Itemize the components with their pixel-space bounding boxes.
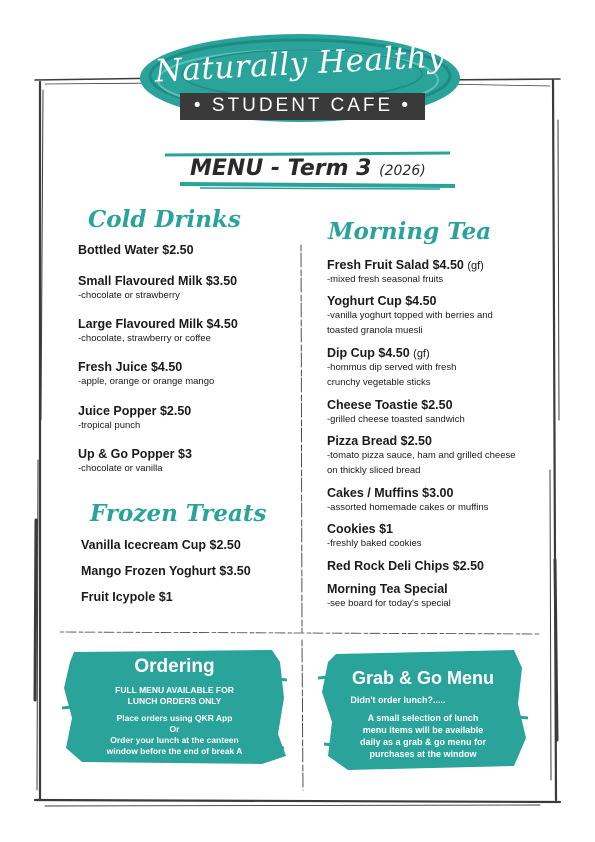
menu-item [78,404,191,433]
item-name: Yoghurt Cup $4.50 [327,294,437,308]
item-name [327,346,456,360]
menu-item [327,522,422,551]
menu-item [327,398,465,427]
menu-item [81,538,241,552]
item-name: Large Flavoured Milk $4.50 [78,317,238,331]
item-name: Morning Tea Special [327,582,448,596]
item-desc: -vanilla yoghurt topped with berries and [327,310,493,321]
grab-go-title: Grab & Go Menu [351,668,494,688]
menu-item [78,243,194,257]
item-name: Bottled Water $2.50 [78,243,194,257]
menu-item [327,258,484,287]
menu-item [78,274,237,303]
grab-go-line: Didn't order lunch?..... [350,695,446,705]
item-name-text: Dip Cup $4.50 [327,346,410,360]
item-name: Cakes / Muffins $3.00 [327,486,454,500]
grab-go-line: menu items will be available [362,725,484,735]
menu-item [78,360,214,389]
logo-subtitle: • STUDENT CAFE • [193,95,412,116]
item-name: Red Rock Deli Chips $2.50 [327,559,485,573]
item-name: Cheese Toastie $2.50 [327,398,453,412]
gluten-free-tag: (gf) [413,348,430,360]
item-desc: -assorted homemade cakes or muffins [327,502,489,513]
item-desc: -chocolate or strawberry [78,290,180,301]
gluten-free-tag: (gf) [467,260,484,272]
item-name [327,258,484,272]
item-desc: -apple, orange or orange mango [78,376,215,387]
ordering-line: LUNCH ORDERS ONLY [127,696,222,706]
item-desc: -chocolate or vanilla [78,463,163,474]
item-name: Pizza Bread $2.50 [327,434,432,448]
item-name: Up & Go Popper $3 [78,447,192,461]
item-desc: -grilled cheese toasted sandwich [327,414,465,425]
menu-title [190,156,450,181]
morning-tea-heading: Morning Tea [328,218,492,245]
item-desc: toasted granola muesli [327,325,423,336]
item-name: Vanilla Icecream Cup $2.50 [81,538,241,552]
item-desc: -tomato pizza sauce, ham and grilled cheese [327,450,516,461]
grab-go-line: purchases at the window [369,749,477,759]
item-desc: crunchy vegetable sticks [327,377,431,388]
item-desc: -mixed fresh seasonal fruits [327,274,444,285]
item-name: Juice Popper $2.50 [78,404,192,418]
menu-item [78,447,192,476]
item-desc: -tropical punch [78,420,141,431]
item-desc: -chocolate, strawberry or coffee [78,333,211,344]
frozen-treats-heading: Frozen Treats [90,500,267,527]
item-name: Mango Frozen Yoghurt $3.50 [81,564,251,578]
menu-item [81,590,173,604]
menu-item [327,486,488,515]
menu-item [78,317,238,346]
grab-go-line: A small selection of lunch [367,713,479,723]
ordering-line: Place orders using QKR App [116,713,233,723]
item-name: Fruit Icypole $1 [81,590,173,604]
menu-item [327,434,516,478]
cold-drinks-heading: Cold Drinks [88,206,241,233]
ordering-line: FULL MENU AVAILABLE FOR [115,685,234,695]
ordering-title: Ordering [134,656,215,677]
menu-item [327,582,451,611]
item-desc: -see board for today's special [327,598,451,609]
menu-item [327,559,484,573]
item-desc: -freshly baked cookies [327,538,422,549]
ordering-line: window before the end of break A [106,746,243,756]
logo-title: Naturally Healthy [153,38,447,90]
ordering-line: Or [169,724,180,734]
menu-item [327,346,456,390]
item-name: Small Flavoured Milk $3.50 [78,274,238,288]
item-name: Fresh Juice $4.50 [78,360,183,374]
ordering-line: Order your lunch at the canteen [110,735,239,745]
item-name: Cookies $1 [327,522,394,536]
menu-item [81,564,251,578]
menu-item [327,294,493,338]
menu-year: (2026) [379,163,426,179]
grab-go-line: daily as a grab & go menu for [359,737,487,747]
menu-title-text: MENU - Term 3 [190,156,372,181]
item-desc: -hommus dip served with fresh [327,362,457,373]
item-desc: on thickly sliced bread [327,465,421,476]
item-name-text: Fresh Fruit Salad $4.50 [327,258,464,272]
